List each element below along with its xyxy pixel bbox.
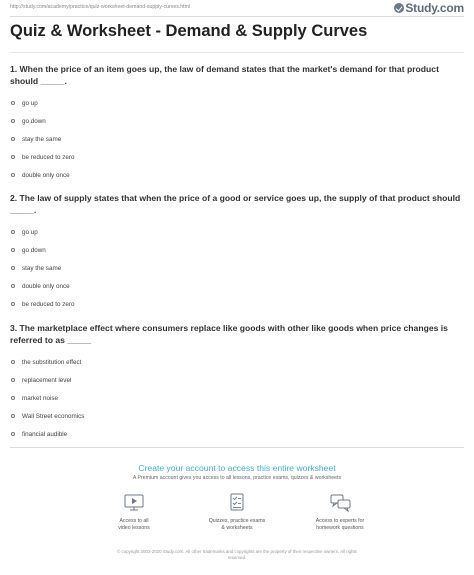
chat-bubbles-icon xyxy=(325,493,355,513)
option-label: double only once xyxy=(22,171,70,179)
copyright-line: reserved. xyxy=(227,555,247,560)
radio-icon[interactable] xyxy=(11,414,15,418)
copyright-notice xyxy=(10,549,464,561)
checkmark-icon xyxy=(394,3,404,13)
option-label: go up xyxy=(22,228,38,236)
answer-option[interactable] xyxy=(10,148,468,166)
radio-icon[interactable] xyxy=(11,173,15,177)
answer-option[interactable] xyxy=(10,241,468,259)
answer-option[interactable] xyxy=(10,353,468,371)
option-label: replacement level xyxy=(22,376,72,384)
answer-option[interactable] xyxy=(10,425,468,443)
option-label: go down xyxy=(22,117,46,125)
feature-experts xyxy=(290,493,390,532)
page-title: Quiz & Worksheet - Demand & Supply Curves xyxy=(10,22,368,40)
feature-label: & worksheets xyxy=(221,525,253,531)
page-header xyxy=(0,0,474,15)
option-label: stay the same xyxy=(22,264,62,272)
option-label: double only once xyxy=(22,282,70,290)
answer-option[interactable] xyxy=(10,223,468,241)
copyright-line: © copyright 2003-2020 Study.com. All other trademarks and copyrights are the property of their respective owners. All rights xyxy=(117,549,357,554)
option-label: go up xyxy=(22,99,38,107)
answer-option[interactable] xyxy=(10,389,468,407)
answer-option[interactable] xyxy=(10,407,468,425)
divider xyxy=(10,52,464,53)
question-text: 3. The marketplace effect where consumers replace like goods with other like goods when price changes is referred to as _____ xyxy=(10,323,448,345)
radio-icon[interactable] xyxy=(11,432,15,436)
question-3 xyxy=(10,323,468,443)
option-label: stay the same xyxy=(22,135,62,143)
feature-label: Access to experts for xyxy=(315,518,365,524)
answer-option[interactable] xyxy=(10,259,468,277)
answer-option[interactable] xyxy=(10,277,468,295)
answer-options xyxy=(10,94,468,184)
option-label: market noise xyxy=(22,394,59,402)
option-label: financial audible xyxy=(22,430,68,438)
premium-footer xyxy=(10,447,464,575)
answer-option[interactable] xyxy=(10,371,468,389)
question-1 xyxy=(10,64,468,184)
option-label: the substitution effect xyxy=(22,358,82,366)
answer-option[interactable] xyxy=(10,112,468,130)
answer-options xyxy=(10,353,468,443)
radio-icon[interactable] xyxy=(11,155,15,159)
question-2 xyxy=(10,193,468,313)
answer-options xyxy=(10,223,468,313)
feature-label: homework questions xyxy=(316,525,364,531)
feature-label: video lessons xyxy=(118,525,150,531)
radio-icon[interactable] xyxy=(11,378,15,382)
option-label: be reduced to zero xyxy=(22,153,75,161)
radio-icon[interactable] xyxy=(11,248,15,252)
answer-option[interactable] xyxy=(10,130,468,148)
radio-icon[interactable] xyxy=(11,284,15,288)
divider xyxy=(10,16,464,17)
create-account-link[interactable]: Create your account to access this entire worksheet xyxy=(138,463,336,473)
radio-icon[interactable] xyxy=(11,302,15,306)
radio-icon[interactable] xyxy=(11,230,15,234)
page-url: http://study.com/academy/practice/quiz-worksheet-demand-supply-curves.html xyxy=(10,4,191,10)
premium-description: A Premium account gives you access to all lessons, practice exams, quizzes & worksheets xyxy=(132,475,342,481)
answer-option[interactable] xyxy=(10,166,468,184)
checklist-icon xyxy=(222,493,252,513)
option-label: go down xyxy=(22,246,46,254)
answer-option[interactable] xyxy=(10,94,468,112)
feature-label: Access to all xyxy=(119,518,149,524)
radio-icon[interactable] xyxy=(11,137,15,141)
radio-icon[interactable] xyxy=(11,119,15,123)
divider xyxy=(10,447,464,448)
video-screen-icon xyxy=(119,493,149,513)
option-label: Wall Street economics xyxy=(22,412,85,420)
feature-video-lessons xyxy=(84,493,184,532)
answer-option[interactable] xyxy=(10,295,468,313)
radio-icon[interactable] xyxy=(11,266,15,270)
feature-quizzes xyxy=(187,493,287,532)
study-logo[interactable] xyxy=(394,1,464,15)
radio-icon[interactable] xyxy=(11,360,15,364)
feature-label: Quizzes, practice exams xyxy=(208,518,266,524)
radio-icon[interactable] xyxy=(11,101,15,105)
option-label: be reduced to zero xyxy=(22,300,75,308)
question-text: 2. The law of supply states that when the price of a good or service goes up, the supply of that product should _____. xyxy=(10,193,461,215)
question-text: 1. When the price of an item goes up, the law of demand states that the market's demand for that product should _____. xyxy=(10,64,439,86)
logo-text: Study.com xyxy=(405,1,464,15)
radio-icon[interactable] xyxy=(11,396,15,400)
